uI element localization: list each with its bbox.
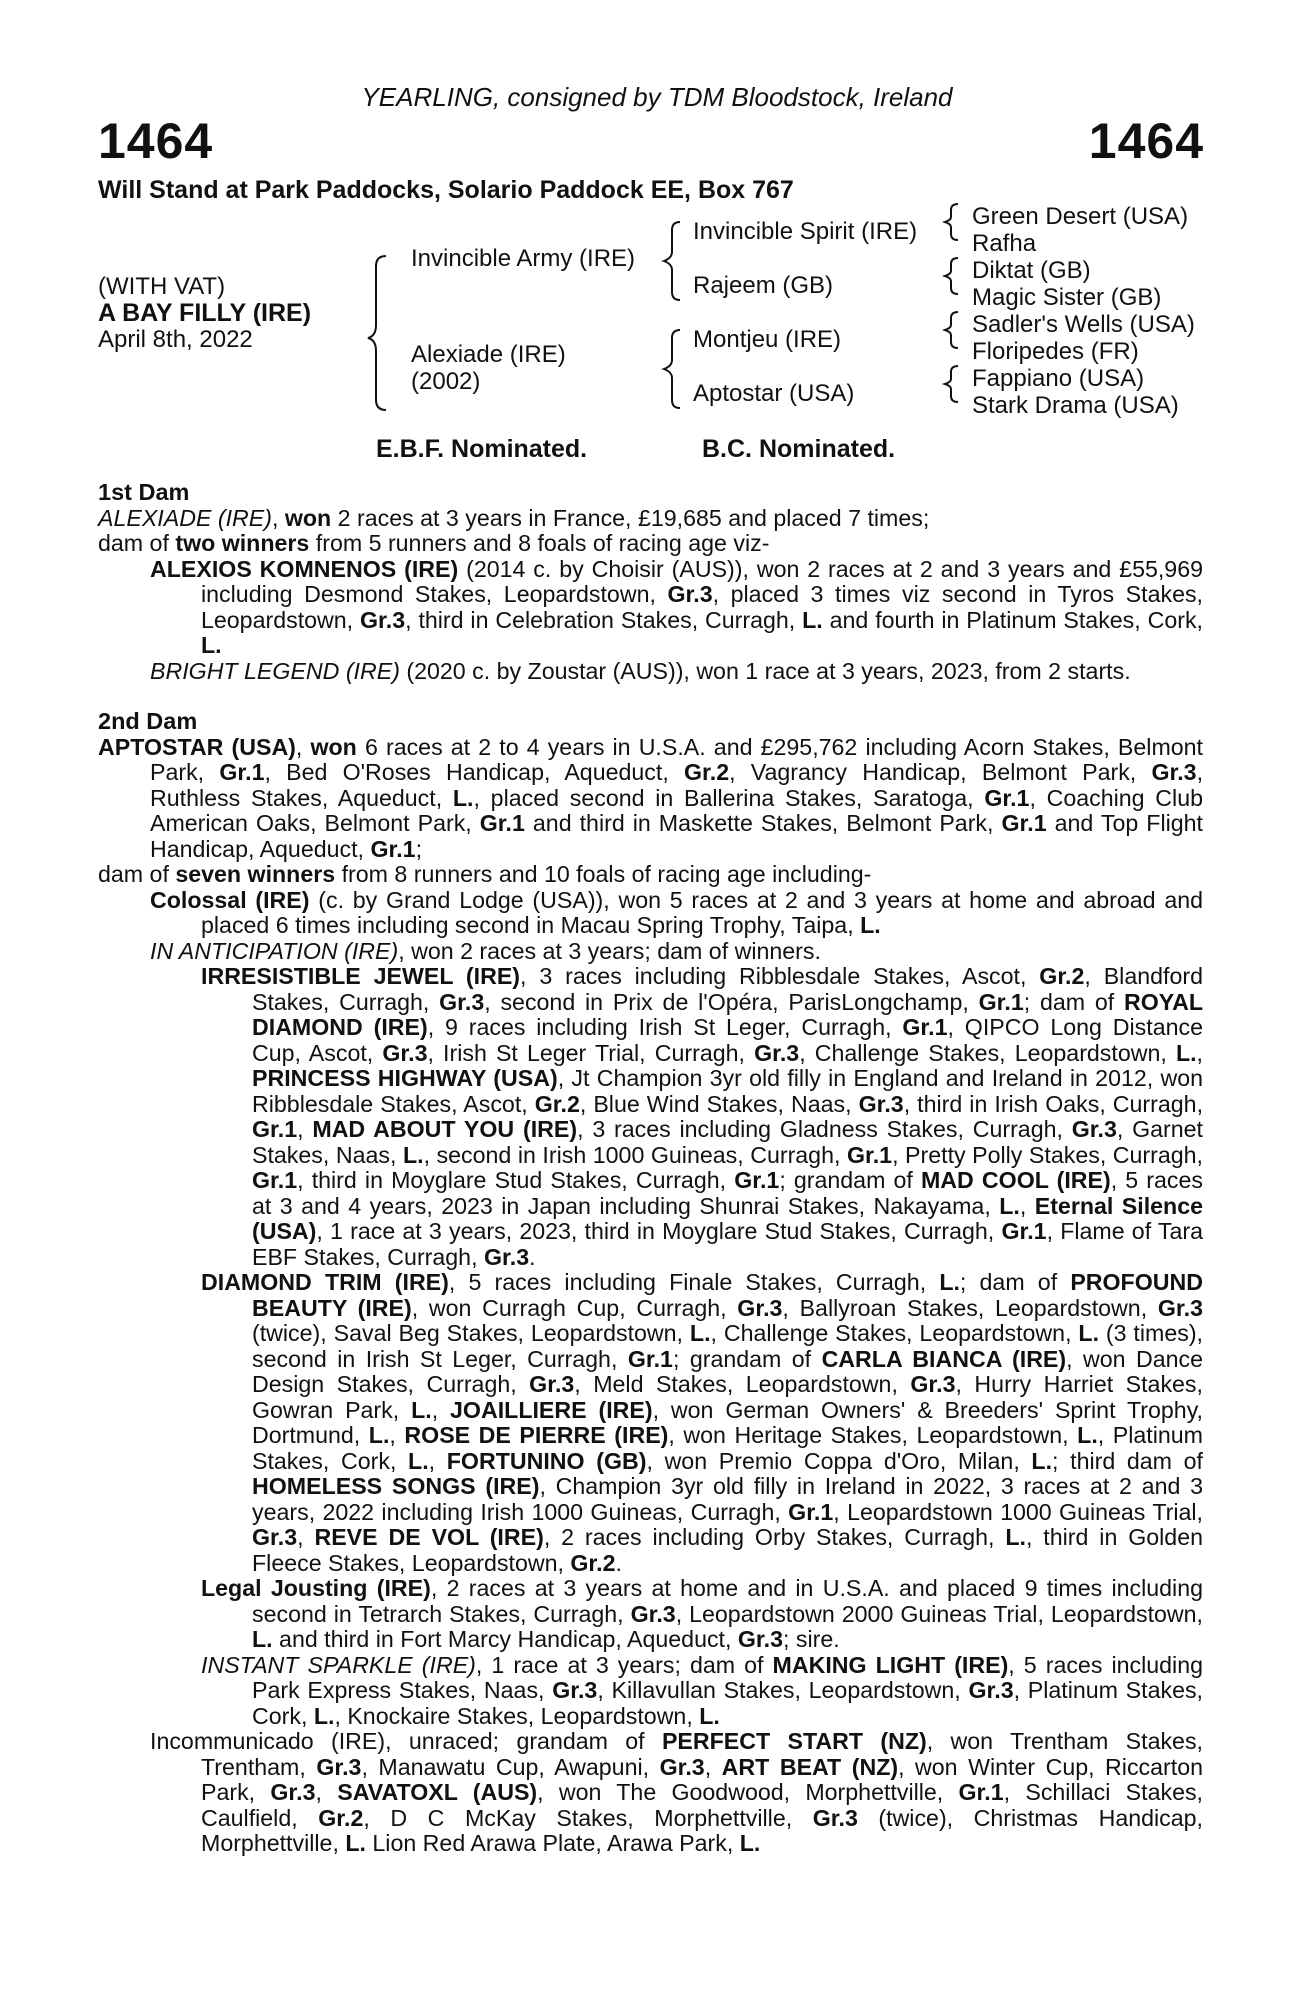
second-dam-produce-summary: dam of seven winners from 8 runners and 10 foals of racing age including-: [98, 861, 872, 887]
subject-name: A BAY FILLY (IRE): [98, 299, 312, 327]
dam-sire: Montjeu (IRE): [693, 326, 842, 353]
third-gen-produce-2: DIAMOND TRIM (IRE), 5 races including Finale Stakes, Curragh, L.; dam of PROFOUND BEAUTY (IRE), won Curragh Cup, Curragh, Gr.3, Ballyroan Stakes, Leopardstown, Gr.3 (twice), Saval Beg Stakes, Leopardstown, L., Challenge Stakes, Leopardstown, L. (3 times), second in Irish St Leger, Curragh, Gr.1; grandam of CARLA BIANCA (IRE), won Dance Design Stakes, Curragh, Gr.3, Meld Stakes, Leopardstown, Gr.3, Hurry Harriet Stakes, Gowran Park, L., JOAILLIERE (IRE), won German Owners' & Breeders' Sprint Trophy, Dortmund, L., ROSE DE PIERRE (IRE), won Heritage Stakes, Leopardstown, L., Platinum Stakes, Cork, L., FORTUNINO (GB), won Premio Coppa d'Oro, Milan, L.; third dam of HOMELESS SONGS (IRE), Champion 3yr old filly in Ireland in 2022, 3 races at 2 and 3 years, 2022 including Irish 1000 Guineas, Curragh, Gr.1, Leopardstown 1000 Guineas Trial, Gr.3, REVE DE VOL (IRE), 2 races including Orby Stakes, Curragh, L., third in Golden Fleece Stakes, Leopardstown, Gr.2.: [201, 1269, 1204, 1576]
subject-dob: April 8th, 2022: [98, 326, 253, 353]
bc-nomination: B.C. Nominated.: [702, 435, 896, 463]
first-dam-heading: 1st Dam: [98, 479, 190, 505]
dam-sire-dam: Floripedes (FR): [972, 338, 1139, 365]
second-dam-produce-2: IN ANTICIPATION (IRE), won 2 races at 3 years; dam of winners.: [150, 937, 821, 964]
first-dam-produce-summary: dam of two winners from 5 runners and 8 foals of racing age viz-: [98, 530, 770, 556]
ebf-nomination: E.B.F. Nominated.: [376, 435, 588, 463]
dam-year: (2002): [411, 368, 481, 395]
second-dam-produce-1: Colossal (IRE) (c. by Grand Lodge (USA)), won 5 races at 2 and 3 years at home and abroad and placed 6 times including second in Macau Spring Trophy, Taipa, L.: [150, 886, 1204, 938]
consignment-line: YEARLING, consigned by TDM Bloodstock, Ireland: [361, 82, 953, 112]
sire: Invincible Army (IRE): [411, 245, 636, 272]
third-gen-produce-4: INSTANT SPARKLE (IRE), 1 race at 3 years; dam of MAKING LIGHT (IRE), 5 races including Park Express Stakes, Naas, Gr.3, Killavullan Stakes, Leopardstown, Gr.3, Platinum Stakes, Cork, L., Knockaire Stakes, Leopardstown, L.: [201, 1651, 1204, 1729]
first-dam-produce-1: ALEXIOS KOMNENOS (IRE) (2014 c. by Choisir (AUS)), won 2 races at 2 and 3 years and £55,969 including Desmond Stakes, Leopardstown, Gr.3, placed 3 times viz second in Tyros Stakes, Leopardstown, Gr.3, third in Celebration Stakes, Curragh, L. and fourth in Platinum Stakes, Cork, L.: [150, 555, 1204, 658]
dam-sire-sire: Sadler's Wells (USA): [972, 311, 1195, 338]
dam-dam-sire: Fappiano (USA): [972, 365, 1145, 392]
dam: Alexiade (IRE): [411, 341, 566, 368]
sire-sire-sire: Green Desert (USA): [972, 203, 1189, 230]
sire-dam-sire: Diktat (GB): [972, 257, 1091, 284]
dam-dam-dam: Stark Drama (USA): [972, 392, 1179, 419]
sire-dam: Rajeem (GB): [693, 272, 834, 299]
second-dam-produce-3: Incommunicado (IRE), unraced; grandam of PERFECT START (NZ), won Trentham Stakes, Trentham, Gr.3, Manawatu Cup, Awapuni, Gr.3, ART BEAT (NZ), won Winter Cup, Riccarton Park, Gr.3, SAVATOXL (AUS), won The Goodwood, Morphettville, Gr.1, Schillaci Stakes, Caulfield, Gr.2, D C McKay Stakes, Morphettville, Gr.3 (twice), Christmas Handicap, Morphettville, L. Lion Red Arawa Plate, Arawa Park, L.: [150, 1728, 1204, 1856]
lot-number-right: 1464: [1088, 113, 1204, 169]
third-gen-produce-3: Legal Jousting (IRE), 2 races at 3 years at home and in U.S.A. and placed 9 times including second in Tetrarch Stakes, Curragh, Gr.3, Leopardstown 2000 Guineas Trial, Leopardstown, L. and third in Fort Marcy Handicap, Aqueduct, Gr.3; sire.: [201, 1575, 1203, 1652]
first-dam-produce-2: BRIGHT LEGEND (IRE) (2020 c. by Zoustar (AUS)), won 1 race at 3 years, 2023, from 2 starts.: [150, 657, 1131, 684]
sire-sire: Invincible Spirit (IRE): [693, 218, 918, 245]
first-dam-record: ALEXIADE (IRE), won 2 races at 3 years in France, £19,685 and placed 7 times;: [98, 504, 930, 531]
second-dam-record: APTOSTAR (USA), won 6 races at 2 to 4 years in U.S.A. and £295,762 including Acorn Stakes, Belmont Park, Gr.1, Bed O'Roses Handicap, Aqueduct, Gr.2, Vagrancy Handicap, Belmont Park, Gr.3, Ruthless Stakes, Aqueduct, L., placed second in Ballerina Stakes, Saratoga, Gr.1, Coaching Club American Oaks, Belmont Park, Gr.1 and third in Maskette Stakes, Belmont Park, Gr.1 and Top Flight Handicap, Aqueduct, Gr.1;: [98, 733, 1204, 862]
sire-dam-dam: Magic Sister (GB): [972, 284, 1162, 311]
sire-sire-dam: Rafha: [972, 230, 1037, 257]
vat-note: (WITH VAT): [98, 273, 226, 300]
lot-number-left: 1464: [98, 113, 214, 169]
catalogue-body: [98, 480, 1203, 1857]
third-gen-produce-1: IRRESISTIBLE JEWEL (IRE), 3 races including Ribblesdale Stakes, Ascot, Gr.2, Blandford Stakes, Curragh, Gr.3, second in Prix de l'Opéra, ParisLongchamp, Gr.1; dam of ROYAL DIAMOND (IRE), 9 races including Irish St Leger, Curragh, Gr.1, QIPCO Long Distance Cup, Ascot, Gr.3, Irish St Leger Trial, Curragh, Gr.3, Challenge Stakes, Leopardstown, L., PRINCESS HIGHWAY (USA), Jt Champion 3yr old filly in England and Ireland in 2012, won Ribblesdale Stakes, Ascot, Gr.2, Blue Wind Stakes, Naas, Gr.3, third in Irish Oaks, Curragh, Gr.1, MAD ABOUT YOU (IRE), 3 races including Gladness Stakes, Curragh, Gr.3, Garnet Stakes, Naas, L., second in Irish 1000 Guineas, Curragh, Gr.1, Pretty Polly Stakes, Curragh, Gr.1, third in Moyglare Stud Stakes, Curragh, Gr.1; grandam of MAD COOL (IRE), 5 races at 3 and 4 years, 2023 in Japan including Shunrai Stakes, Nakayama, L., Eternal Silence (USA), 1 race at 3 years, 2023, third in Moyglare Stud Stakes, Curragh, Gr.1, Flame of Tara EBF Stakes, Curragh, Gr.3.: [201, 963, 1204, 1270]
stand-location: Will Stand at Park Paddocks, Solario Paddock EE, Box 767: [98, 176, 794, 204]
dam-dam: Aptostar (USA): [693, 380, 855, 407]
second-dam-heading: 2nd Dam: [98, 708, 198, 734]
